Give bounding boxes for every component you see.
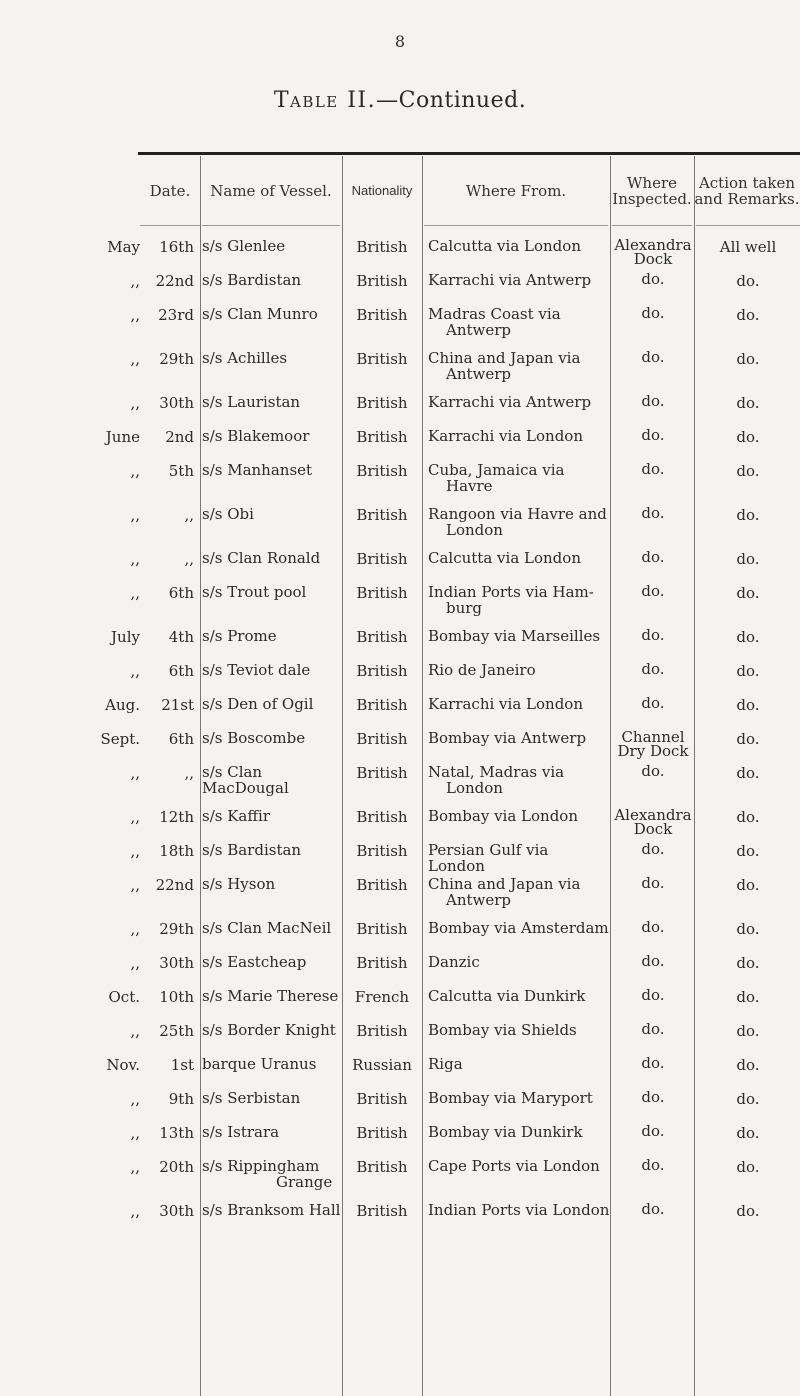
where-inspected: do.	[641, 762, 665, 780]
where-inspected: do.	[641, 1156, 665, 1174]
date-month: ,,	[130, 662, 140, 680]
action-remarks: do.	[736, 628, 760, 646]
where-from-line: Natal, Madras via	[428, 763, 565, 781]
date-day: ,,	[184, 764, 194, 782]
date-month: ,,	[130, 272, 140, 290]
vessel-name-line: s/s Blakemoor	[202, 427, 310, 445]
table-row	[0, 1046, 800, 1080]
nationality: British	[356, 1202, 408, 1220]
date-day: 4th	[168, 628, 194, 646]
table-row	[0, 452, 800, 496]
nationality: British	[356, 1090, 408, 1108]
where-from-line: China and Japan via	[428, 349, 581, 367]
date-month: ,,	[130, 1022, 140, 1040]
where-from	[428, 394, 610, 410]
vessel-name	[202, 696, 342, 712]
action-remarks: do.	[736, 730, 760, 748]
vessel-name	[202, 506, 342, 522]
date-day: 21st	[161, 696, 194, 714]
vessel-name-line: s/s Lauristan	[202, 393, 301, 411]
date-day: 30th	[159, 394, 194, 412]
action-remarks: do.	[736, 954, 760, 972]
date-day: 22nd	[155, 876, 194, 894]
where-from	[428, 1022, 610, 1038]
vessel-name-line: s/s Trout pool	[202, 583, 307, 601]
action-remarks: do.	[736, 876, 760, 894]
date-month: Aug.	[105, 696, 140, 714]
where-from	[428, 506, 610, 538]
date-day: 29th	[159, 350, 194, 368]
where-inspected: do.	[641, 460, 665, 478]
where-from-cont: London	[446, 779, 503, 797]
action-remarks: do.	[736, 306, 760, 324]
vessel-name	[202, 550, 342, 566]
where-inspected: Alexandra Dock	[614, 806, 692, 838]
action-remarks: All well	[719, 238, 777, 256]
vessel-name	[202, 350, 342, 366]
where-inspected: do.	[641, 1020, 665, 1038]
action-remarks: do.	[736, 1090, 760, 1108]
where-from	[428, 954, 610, 970]
header-rule	[140, 225, 200, 226]
action-remarks: do.	[736, 1056, 760, 1074]
where-from	[428, 1090, 610, 1106]
where-from-line: Riga	[428, 1055, 463, 1073]
where-from	[428, 696, 610, 712]
where-from-cont: London	[446, 521, 503, 539]
where-from-line: Bombay via Marseilles	[428, 627, 601, 645]
where-from-line: Cuba, Jamaica via	[428, 461, 565, 479]
date-month: ,,	[130, 920, 140, 938]
table-header	[0, 160, 800, 222]
table-row	[0, 384, 800, 418]
vessel-name-line: barque Uranus	[202, 1055, 317, 1073]
vessel-name-line: s/s Den of Ogil	[202, 695, 314, 713]
date-month: ,,	[130, 764, 140, 782]
date-month: ,,	[130, 954, 140, 972]
vessel-name-line: s/s Glenlee	[202, 237, 286, 255]
nationality: British	[356, 628, 408, 646]
where-from	[428, 350, 610, 382]
date-day: 22nd	[155, 272, 194, 290]
table-row	[0, 228, 800, 268]
where-inspected: do.	[641, 626, 665, 644]
date-month: May	[107, 238, 140, 256]
vessel-name-line: s/s Manhanset	[202, 461, 313, 479]
nationality: British	[356, 462, 408, 480]
action-remarks: do.	[736, 662, 760, 680]
where-from-line: Karrachi via Antwerp	[428, 393, 592, 411]
where-from	[428, 988, 610, 1004]
vessel-name-line: s/s Bardistan	[202, 271, 302, 289]
where-inspected: Alexandra Dock	[614, 236, 692, 268]
date-month: June	[105, 428, 140, 446]
action-remarks: do.	[736, 428, 760, 446]
nationality: British	[356, 764, 408, 782]
vessel-name-line: s/s Obi	[202, 505, 254, 523]
vessel-name-line: s/s Clan MacNeil	[202, 919, 332, 937]
vessel-name	[202, 988, 342, 1004]
header-where-from: Where From.	[465, 182, 567, 200]
date-day: ,,	[184, 506, 194, 524]
vessel-name	[202, 1158, 342, 1190]
vessel-name	[202, 238, 342, 254]
table-row	[0, 1012, 800, 1046]
where-from	[428, 550, 610, 566]
nationality: British	[356, 238, 408, 256]
nationality: British	[356, 506, 408, 524]
where-inspected: do.	[641, 348, 665, 366]
action-remarks: do.	[736, 1022, 760, 1040]
table-title-rest: —Continued.	[376, 88, 527, 113]
vessel-name-line: s/s Serbistan	[202, 1089, 301, 1107]
table-row	[0, 652, 800, 686]
page-number: 8	[394, 32, 406, 51]
header-date: Date.	[149, 182, 191, 200]
vessel-name	[202, 306, 342, 322]
date-month: ,,	[130, 1202, 140, 1220]
where-inspected: do.	[641, 1200, 665, 1218]
where-inspected: do.	[641, 270, 665, 288]
where-from-line: Calcutta via London	[428, 237, 581, 255]
nationality: British	[356, 1022, 408, 1040]
where-from-cont: burg	[446, 599, 483, 617]
date-month: ,,	[130, 1090, 140, 1108]
date-month: Nov.	[106, 1056, 140, 1074]
header-action: Action taken and Remarks.	[694, 174, 800, 208]
vessel-name-line: s/s Hyson	[202, 875, 276, 893]
vessel-name-line: s/s Teviot dale	[202, 661, 311, 679]
where-from-line: Bombay via Antwerp	[428, 729, 587, 747]
table-row	[0, 1148, 800, 1192]
header-rule	[424, 225, 608, 226]
where-from	[428, 462, 610, 494]
nationality: British	[356, 550, 408, 568]
date-month: ,,	[130, 394, 140, 412]
table-row	[0, 720, 800, 760]
vessel-name-line: s/s Kaffir	[202, 807, 270, 825]
where-from	[428, 920, 610, 936]
where-from-line: Calcutta via London	[428, 549, 581, 567]
header-where-inspected: Where Inspected.	[612, 174, 692, 208]
nationality: British	[356, 428, 408, 446]
nationality: British	[356, 842, 408, 860]
vessel-name	[202, 462, 342, 478]
where-from-line: China and Japan via	[428, 875, 581, 893]
date-month: ,,	[130, 808, 140, 826]
table-row	[0, 798, 800, 838]
action-remarks: do.	[736, 550, 760, 568]
vessel-name-line: s/s Boscombe	[202, 729, 306, 747]
date-month: ,,	[130, 462, 140, 480]
date-day: 6th	[168, 584, 194, 602]
nationality: British	[356, 394, 408, 412]
where-inspected: do.	[641, 548, 665, 566]
where-from-line: Calcutta via Dunkirk	[428, 987, 586, 1005]
where-inspected: do.	[641, 504, 665, 522]
vessel-name-line: s/s Bardistan	[202, 841, 302, 859]
date-day: 9th	[168, 1090, 194, 1108]
vessel-name	[202, 428, 342, 444]
table-row	[0, 540, 800, 574]
where-from	[428, 1124, 610, 1140]
vessel-name	[202, 584, 342, 600]
action-remarks: do.	[736, 462, 760, 480]
nationality: British	[356, 954, 408, 972]
nationality: British	[356, 272, 408, 290]
vessel-name-line: s/s Prome	[202, 627, 277, 645]
where-inspected: do.	[641, 392, 665, 410]
where-from	[428, 428, 610, 444]
action-remarks: do.	[736, 988, 760, 1006]
where-inspected: do.	[641, 874, 665, 892]
table-row	[0, 978, 800, 1012]
vessel-name-line: s/s Rippingham	[202, 1157, 320, 1175]
vessel-name	[202, 920, 342, 936]
date-month: ,,	[130, 842, 140, 860]
date-day: 10th	[159, 988, 194, 1006]
where-from	[428, 238, 610, 254]
where-from-line: Rio de Janeiro	[428, 661, 536, 679]
where-from	[428, 306, 610, 338]
date-day: 6th	[168, 662, 194, 680]
action-remarks: do.	[736, 696, 760, 714]
nationality: British	[356, 306, 408, 324]
where-from-cont: Antwerp	[446, 321, 512, 339]
nationality: French	[354, 988, 410, 1006]
where-from	[428, 662, 610, 678]
nationality: British	[356, 696, 408, 714]
vessel-name	[202, 394, 342, 410]
table-row	[0, 1114, 800, 1148]
header-nationality: Nationality	[351, 183, 413, 198]
where-from	[428, 876, 610, 908]
vessel-name-line: s/s Clan Munro	[202, 305, 318, 323]
action-remarks: do.	[736, 1158, 760, 1176]
vessel-name-line: s/s Clan MacDougal	[202, 763, 289, 797]
table-body	[0, 228, 800, 1226]
vessel-name	[202, 764, 342, 796]
where-from-line: Bombay via Amsterdam	[428, 919, 609, 937]
where-from-cont: Antwerp	[446, 365, 512, 383]
table-row	[0, 686, 800, 720]
table-row	[0, 496, 800, 540]
where-inspected: do.	[641, 918, 665, 936]
where-from	[428, 1202, 610, 1218]
header-rule	[202, 225, 340, 226]
where-from-line: Indian Ports via London	[428, 1201, 610, 1219]
nationality: British	[356, 876, 408, 894]
date-month: ,,	[130, 350, 140, 368]
where-from-line: Bombay via London	[428, 807, 578, 825]
vessel-name	[202, 954, 342, 970]
where-from-line: Persian Gulf via London	[428, 841, 549, 875]
where-inspected: do.	[641, 840, 665, 858]
action-remarks: do.	[736, 584, 760, 602]
date-day: 1st	[170, 1056, 194, 1074]
where-from-line: Bombay via Shields	[428, 1021, 577, 1039]
table-row	[0, 754, 800, 798]
table-row	[0, 1080, 800, 1114]
action-remarks: do.	[736, 1202, 760, 1220]
header-rule	[696, 225, 800, 226]
where-inspected: do.	[641, 304, 665, 322]
where-inspected: do.	[641, 1122, 665, 1140]
date-month: ,,	[130, 1124, 140, 1142]
top-rule	[138, 152, 800, 155]
vessel-name-cont: Grange	[276, 1173, 333, 1191]
date-day: ,,	[184, 550, 194, 568]
date-day: 2nd	[165, 428, 194, 446]
date-day: 18th	[159, 842, 194, 860]
where-from-line: Rangoon via Havre and	[428, 505, 607, 523]
table-row	[0, 866, 800, 910]
vessel-name	[202, 1022, 342, 1038]
where-from-line: Karrachi via London	[428, 695, 583, 713]
nationality: British	[356, 1158, 408, 1176]
where-from-line: Bombay via Dunkirk	[428, 1123, 583, 1141]
date-day: 6th	[168, 730, 194, 748]
where-from	[428, 584, 610, 616]
table-row	[0, 574, 800, 618]
where-from-line: Madras Coast via	[428, 305, 561, 323]
vessel-name	[202, 662, 342, 678]
nationality: British	[356, 1124, 408, 1142]
date-month: ,,	[130, 1158, 140, 1176]
vessel-name-line: s/s Clan Ronald	[202, 549, 321, 567]
where-inspected: do.	[641, 1088, 665, 1106]
date-month: ,,	[130, 506, 140, 524]
date-month: Sept.	[100, 730, 140, 748]
where-from-line: Indian Ports via Ham-	[428, 583, 594, 601]
vessel-name-line: s/s Branksom Hall	[202, 1201, 341, 1219]
nationality: British	[356, 920, 408, 938]
date-month: Oct.	[108, 988, 140, 1006]
date-day: 30th	[159, 1202, 194, 1220]
vessel-name	[202, 1124, 342, 1140]
vessel-name	[202, 876, 342, 892]
vessel-name	[202, 1090, 342, 1106]
vessel-name	[202, 842, 342, 858]
where-from-line: Karrachi via London	[428, 427, 583, 445]
table-title-label: Table II.	[273, 88, 377, 113]
table-row	[0, 944, 800, 978]
vessel-name	[202, 628, 342, 644]
date-month: ,,	[130, 876, 140, 894]
where-inspected: do.	[641, 426, 665, 444]
vessel-name	[202, 808, 342, 824]
date-day: 5th	[168, 462, 194, 480]
table-row	[0, 340, 800, 384]
where-inspected: do.	[641, 582, 665, 600]
date-month: ,,	[130, 584, 140, 602]
nationality: British	[356, 662, 408, 680]
date-day: 12th	[159, 808, 194, 826]
vessel-name-line: s/s Border Knight	[202, 1021, 336, 1039]
vessel-name	[202, 1202, 342, 1218]
date-month: ,,	[130, 306, 140, 324]
nationality: British	[356, 584, 408, 602]
where-inspected: do.	[641, 694, 665, 712]
table-row	[0, 296, 800, 340]
where-from	[428, 808, 610, 824]
where-from-cont: Antwerp	[446, 891, 512, 909]
where-inspected: do.	[641, 986, 665, 1004]
where-from-line: Bombay via Maryport	[428, 1089, 593, 1107]
where-inspected: Channel Dry Dock	[617, 728, 689, 760]
header-rule	[612, 225, 692, 226]
vessel-name-line: s/s Achilles	[202, 349, 288, 367]
where-from	[428, 1056, 610, 1072]
header-vessel: Name of Vessel.	[210, 182, 332, 200]
table-row	[0, 1192, 800, 1226]
table-title	[0, 88, 800, 113]
date-day: 23rd	[158, 306, 194, 324]
nationality: Russian	[352, 1056, 412, 1074]
where-inspected: do.	[641, 1054, 665, 1072]
vessel-name	[202, 272, 342, 288]
table-row	[0, 832, 800, 875]
action-remarks: do.	[736, 350, 760, 368]
nationality: British	[356, 808, 408, 826]
date-day: 13th	[159, 1124, 194, 1142]
where-from	[428, 1158, 610, 1174]
where-from	[428, 764, 610, 796]
where-inspected: do.	[641, 660, 665, 678]
vessel-name-line: s/s Istrara	[202, 1123, 280, 1141]
nationality: British	[356, 350, 408, 368]
where-from	[428, 730, 610, 746]
table-row	[0, 262, 800, 296]
where-from-cont: Havre	[446, 477, 493, 495]
table-row	[0, 618, 800, 652]
action-remarks: do.	[736, 394, 760, 412]
action-remarks: do.	[736, 1124, 760, 1142]
action-remarks: do.	[736, 272, 760, 290]
table-row	[0, 418, 800, 452]
date-day: 25th	[159, 1022, 194, 1040]
date-day: 30th	[159, 954, 194, 972]
date-day: 20th	[159, 1158, 194, 1176]
vessel-name-line: s/s Eastcheap	[202, 953, 307, 971]
action-remarks: do.	[736, 764, 760, 782]
where-inspected: do.	[641, 952, 665, 970]
vessel-name	[202, 1056, 342, 1072]
where-from-line: Danzic	[428, 953, 480, 971]
where-from-line: Karrachi via Antwerp	[428, 271, 592, 289]
where-from-line: Cape Ports via London	[428, 1157, 600, 1175]
vessel-name	[202, 730, 342, 746]
nationality: British	[356, 730, 408, 748]
date-month: July	[111, 628, 140, 646]
vessel-name-line: s/s Marie Therese	[202, 987, 339, 1005]
table-row	[0, 910, 800, 944]
where-from	[428, 628, 610, 644]
action-remarks: do.	[736, 506, 760, 524]
action-remarks: do.	[736, 920, 760, 938]
action-remarks: do.	[736, 842, 760, 860]
date-month: ,,	[130, 550, 140, 568]
date-day: 29th	[159, 920, 194, 938]
date-day: 16th	[159, 238, 194, 256]
where-from	[428, 272, 610, 288]
action-remarks: do.	[736, 808, 760, 826]
